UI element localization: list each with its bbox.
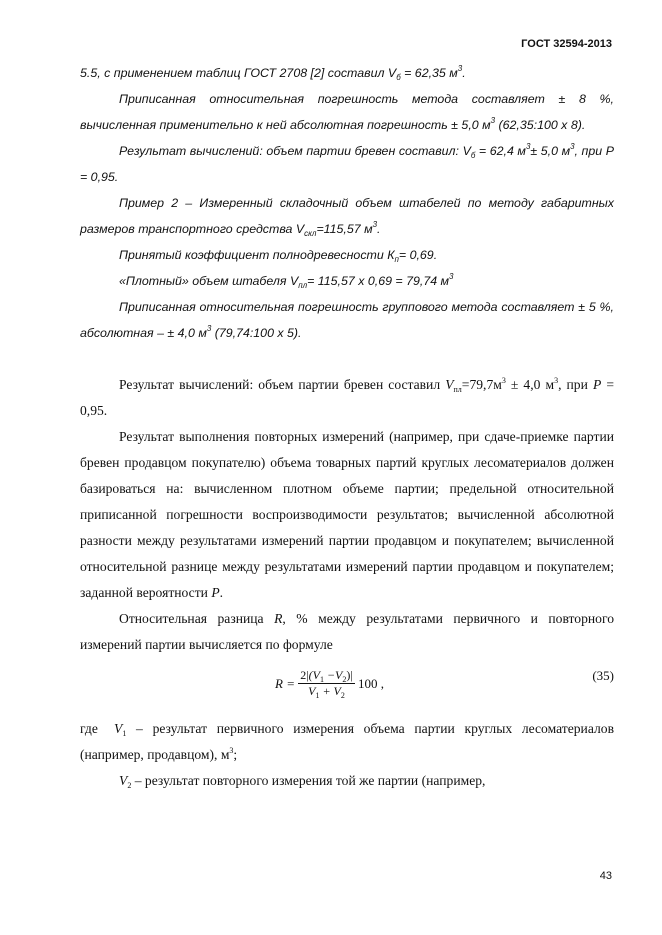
formula-numerator: $2|(V_1 -V_2)|$ <box>300 668 353 684</box>
paragraph-italic-example-2: Пример 2 – Измеренный складочный объем штабелей по методу габаритных размеров транспортного средства $V_{скл}=115,57$ $м^3$. <box>80 196 614 238</box>
formula-35 <box>80 658 614 716</box>
formula-denominator: $V_1 + V_2$ <box>308 684 345 700</box>
page-number: 43 <box>599 870 612 882</box>
definition-v2: $V_2$ – результат повторного измерения той же партии (например, <box>119 773 486 790</box>
paragraph-gap <box>80 346 614 372</box>
formula-expression <box>275 668 384 699</box>
formula-rhs: 100 , <box>358 675 385 691</box>
page-body <box>80 60 614 794</box>
formula-fraction <box>298 668 355 699</box>
paragraph-relative-difference: Относительная разница R, % между результатами первичного и повторного измерений партии вычисляется по формуле <box>80 611 614 652</box>
paragraph-italic-7: Приписанная относительная погрешность группового метода составляет ± 5 %, абсолютная – ± 4,0 $м^3$ (79,74:100 х 5). <box>80 300 614 340</box>
paragraph-italic-1: 5.5, с применением таблиц ГОСТ 2708 [2] составил $V_б = 62,35$ $м^3$. <box>80 64 466 82</box>
paragraph-italic-6: «Плотный» объем штабеля $V_{пл}= 115,57$ х 0,69 = 79,74 $м^3$ <box>119 272 454 290</box>
definition-v1: где $V_1$ – результат первичного измерения объема партии круглых лесоматериалов (например, продавцом), $м^3$; <box>80 721 614 762</box>
document-id: ГОСТ 32594-2013 <box>521 38 612 50</box>
paragraph-result: Результат вычислений: объем партии бревен составил $V_{пл}=79,7м^3 \pm 4,0$ $м^3$, при Р = 0,95. <box>80 376 614 418</box>
paragraph-italic-2: Приписанная относительная погрешность метода составляет ± 8 %, вычисленная применительно к ней абсолютная погрешность ± 5,0 $м^3$ (62,35:100 х 8). <box>80 92 614 132</box>
paragraph-repeat-measurements: Результат выполнения повторных измерений (например, при сдаче-приемке партии бревен продавцом покупателю) объема товарных партий круглых лесоматериалов должен базироваться на: вычисленном плотном объеме партии; предельной относительной приписанной погрешности воспроизводимости результатов; вычисленной абсолютной разности между результатами измерений партии продавцом и покупателем; вычисленной относительной разнице между результатами измерений партии продавцом и покупателем; заданной вероятности Р. <box>80 429 614 600</box>
formula-lhs: R = <box>275 675 295 691</box>
paragraph-italic-3: Результат вычислений: объем партии бревен составил: $V_б = 62,4$ $м^3\pm 5,0$ $м^3$, при Р = 0,95. <box>80 142 614 184</box>
paragraph-italic-5: Принятый коэффициент полнодревесности $К_п= 0,69$. <box>119 248 438 264</box>
equation-number: (35) <box>592 668 614 683</box>
